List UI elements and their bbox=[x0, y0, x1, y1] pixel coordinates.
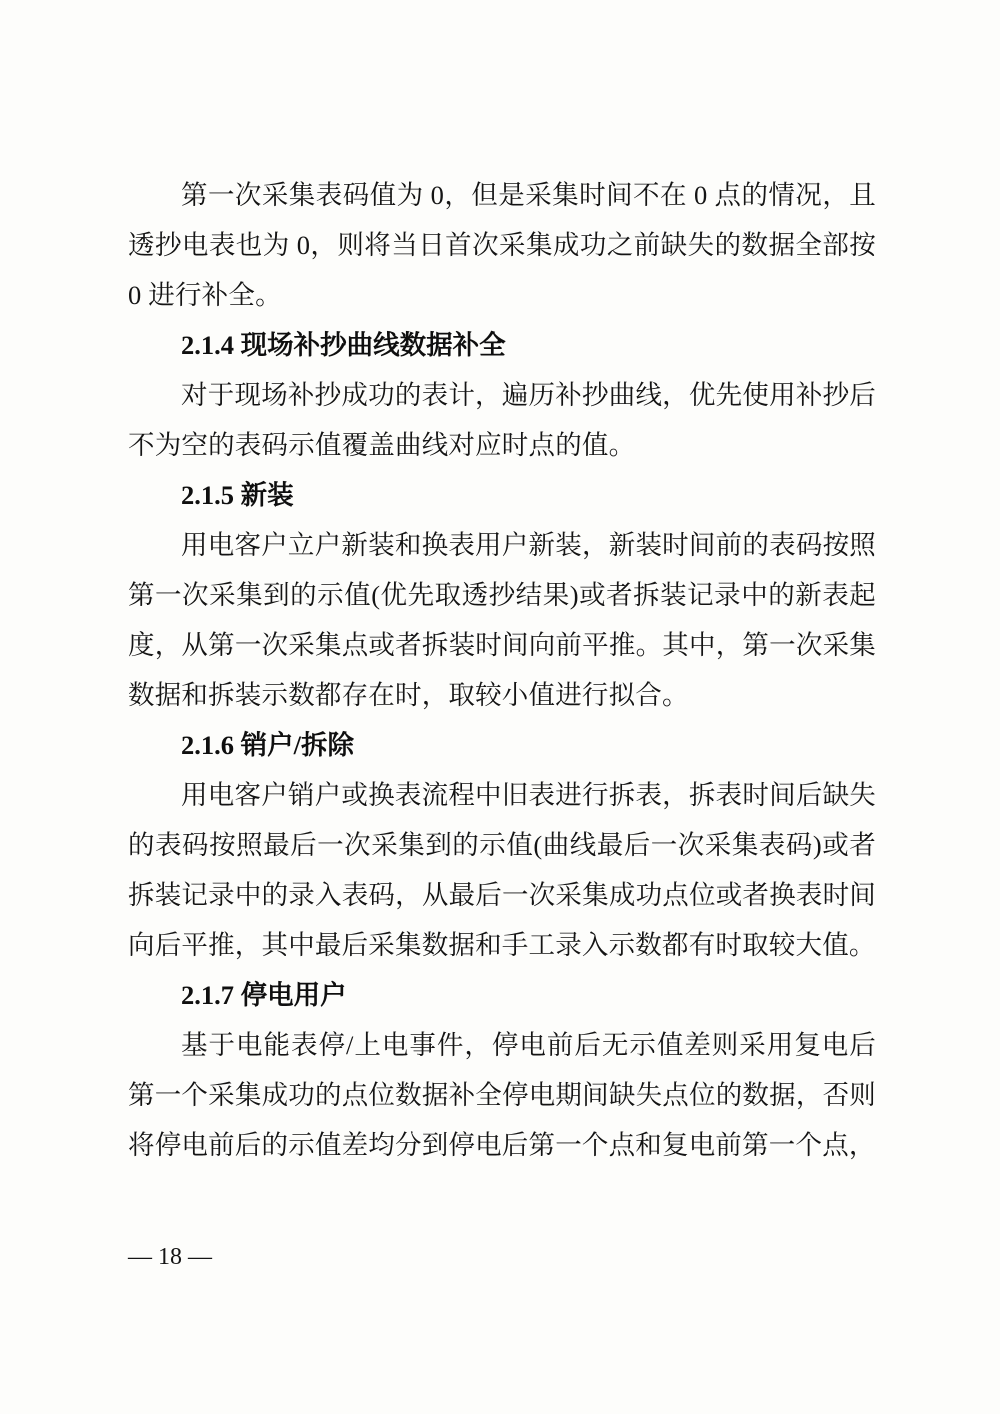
page-body bbox=[128, 170, 876, 1170]
heading-2-1-5: 2.1.5 新装 bbox=[181, 480, 294, 510]
page-number: — 18 — bbox=[128, 1244, 212, 1270]
heading-2-1-4: 2.1.4 现场补抄曲线数据补全 bbox=[181, 330, 506, 360]
heading-2-1-6: 2.1.6 销户/拆除 bbox=[181, 730, 354, 760]
paragraph-2-1-6-body: 用电客户销户或换表流程中旧表进行拆表，拆表时间后缺失的表码按照最后一次采集到的示值(曲线最后一次采集表码)或者拆装记录中的录入表码，从最后一次采集成功点位或者换表时间向后平推，其中最后采集数据和手工录入示数都有时取较大值。 bbox=[128, 780, 876, 960]
heading-2-1-7: 2.1.7 停电用户 bbox=[181, 980, 347, 1010]
paragraph-2-1-7-body: 基于电能表停/上电事件，停电前后无示值差则采用复电后第一个采集成功的点位数据补全停电期间缺失点位的数据，否则将停电前后的示值差均分到停电后第一个点和复电前第一个点， bbox=[128, 1030, 876, 1160]
paragraph-2-1-5-body: 用电客户立户新装和换表用户新装，新装时间前的表码按照第一次采集到的示值(优先取透抄结果)或者拆装记录中的新表起度，从第一次采集点或者拆装时间向前平推。其中，第一次采集数据和拆装示数都存在时，取较小值进行拟合。 bbox=[128, 530, 876, 710]
paragraph-2-1-4-body: 对于现场补抄成功的表计，遍历补抄曲线，优先使用补抄后不为空的表码示值覆盖曲线对应时点的值。 bbox=[128, 380, 876, 460]
paragraph-first-collection-zero: 第一次采集表码值为 0，但是采集时间不在 0 点的情况，且透抄电表也为 0，则将当日首次采集成功之前缺失的数据全部按 0 进行补全。 bbox=[128, 180, 876, 310]
